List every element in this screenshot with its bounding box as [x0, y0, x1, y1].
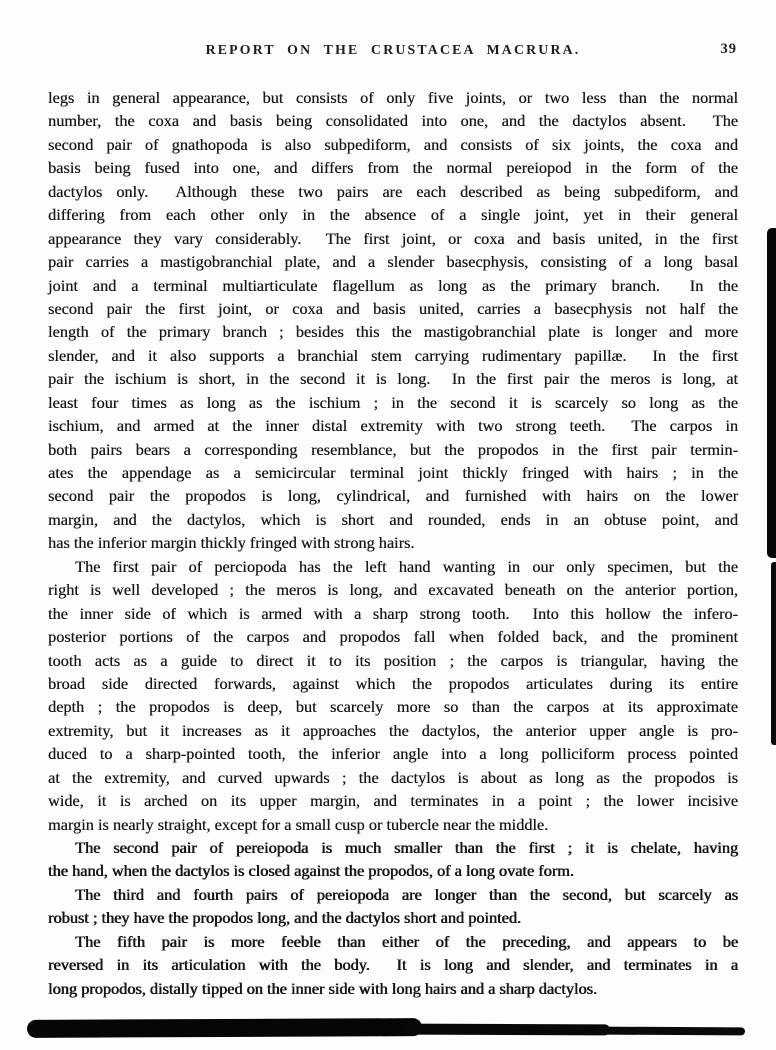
text-line: at the extremity, and curved upwards ; the dactylos is about as long as the propodos is [48, 767, 738, 787]
text-line: broad side directed forwards, against which the propodos articulates during its entire [48, 673, 738, 693]
text-line: differing from each other only in the absence of a single joint, yet in their general [48, 205, 738, 225]
text-line: margin, and the dactylos, which is short and rounded, ends in an obtuse point, and [48, 509, 738, 529]
text-line: length of the primary branch ; besides this the mastigobranchial plate is longer and more [48, 322, 738, 342]
text-line: appearance they vary considerably. The first joint, or coxa and basis united, in the first [48, 228, 738, 248]
text-line: legs in general appearance, but consists of only five joints, or two less than the normal [48, 88, 738, 107]
text-line: pair carries a mastigobranchial plate, and a slender basecphysis, consisting of a long basal [48, 252, 738, 272]
text-line: slender, and it also supports a branchial stem carrying rudimentary papillæ. In the first [48, 345, 738, 365]
scan-artifact-right-edge-lower [771, 562, 776, 745]
text-line: has the inferior margin thickly fringed with strong hairs. [48, 533, 415, 553]
text-line: both pairs bears a corresponding resemblance, but the propodos in the first pair termin- [48, 439, 738, 459]
text-line: ates the appendage as a semicircular terminal joint thickly fringed with hairs ; in the [48, 463, 738, 482]
scan-artifact-right-edge-upper [767, 228, 776, 558]
text-line: pair the ischium is short, in the second it is long. In the first pair the meros is long, at [48, 369, 738, 389]
text-line: reversed in its articulation with the body. It is long and slender, and terminates in a [48, 955, 738, 975]
text-line: duced to a sharp-pointed tooth, the inferior angle into a long polliciform process pointed [48, 744, 738, 764]
text-line: depth ; the propodos is deep, but scarcely more so than the carpos at its approximate [48, 697, 738, 717]
scan-artifact-bottom-right [598, 1027, 745, 1036]
text-line: posterior portions of the carpos and propodos fall when folded back, and the prominent [48, 627, 738, 647]
text-line: The second pair of pereiopoda is much smaller than the first ; it is chelate, having [75, 838, 738, 857]
text-line: tooth acts as a guide to direct it to its position ; the carpos is triangular, having the [48, 650, 738, 670]
text-line: second pair the propodos is long, cylindrical, and furnished with hairs on the lower [48, 486, 738, 506]
page-body [48, 86, 738, 1000]
page-number: 39 [720, 41, 737, 57]
text-line: right is well developed ; the meros is long, and excavated beneath on the anterior portion, [48, 580, 738, 600]
scan-artifact-bottom-middle [405, 1024, 610, 1036]
text-line: second pair the first joint, or coxa and basis united, carries a basecphysis not half the [48, 298, 738, 318]
text-line: second pair of gnathopoda is also subpediform, and consists of six joints, the coxa and [48, 134, 738, 154]
text-line: the inner side of which is armed with a sharp strong tooth. Into this hollow the infero- [48, 603, 738, 623]
text-line: basis being fused into one, and differs from the normal pereiopod in the form of the [48, 158, 738, 178]
text-line: the hand, when the dactylos is closed against the propodos, of a long ovate form. [48, 861, 574, 881]
text-line: margin is nearly straight, except for a small cusp or tubercle near the middle. [48, 814, 549, 834]
text-line: robust ; they have the propodos long, and the dactylos short and pointed. [48, 908, 521, 928]
text-line: extremity, but it increases as it approaches the dactylos, the anterior upper angle is pro- [48, 720, 738, 740]
text-line: joint and a terminal multiarticulate flagellum as long as the primary branch. In the [48, 275, 738, 295]
text-line: The fifth pair is more feeble than either of the preceding, and appears to be [75, 931, 738, 951]
text-line: The first pair of perciopoda has the left hand wanting in our only specimen, but the [75, 556, 738, 576]
text-line: wide, it is arched on its upper margin, and terminates in a point ; the lower incisive [48, 791, 738, 811]
text-line: ischium, and armed at the inner distal extremity with two strong teeth. The carpos in [48, 416, 738, 436]
text-line: dactylos only. Although these two pairs are each described as being subpediform, and [48, 181, 738, 201]
text-line: least four times as long as the ischium ; in the second it is scarcely so long as the [48, 392, 738, 412]
text-line: long propodos, distally tipped on the inner side with long hairs and a sharp dactylos. [48, 978, 597, 998]
scan-artifact-bottom-left [27, 1018, 422, 1038]
running-head-title: REPORT ON THE CRUSTACEA MACRURA. [205, 42, 581, 57]
text-line: The third and fourth pairs of pereiopoda are longer than the second, but scarcely as [75, 884, 738, 904]
text-line: number, the coxa and basis being consolidated into one, and the dactylos absent. The [48, 111, 738, 131]
